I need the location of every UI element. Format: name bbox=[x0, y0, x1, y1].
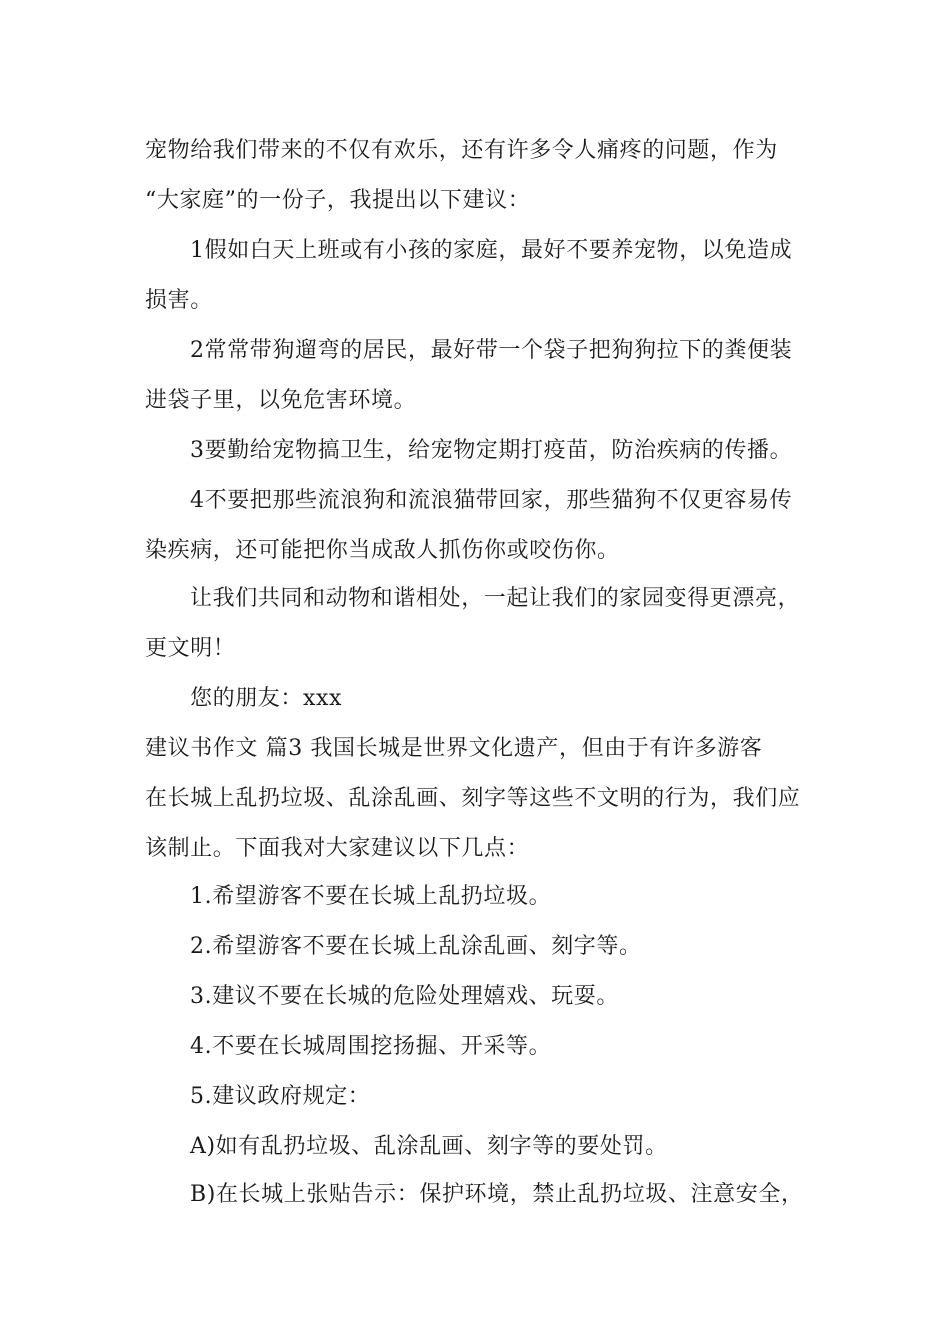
text-line: 3要勤给宠物搞卫生，给宠物定期打疫苗，防治疾病的传播。 bbox=[190, 438, 793, 463]
text-line: 1假如白天上班或有小孩的家庭，最好不要养宠物，以免造成 bbox=[190, 238, 793, 263]
text-line: 4不要把那些流浪狗和流浪猫带回家，那些猫狗不仅更容易传 bbox=[190, 488, 793, 513]
text-line: 让我们共同和动物和谐相处，一起让我们的家园变得更漂亮， bbox=[190, 586, 801, 611]
text-line: 在长城上乱扔垃圾、乱涂乱画、刻字等这些不文明的行为，我们应 bbox=[145, 786, 801, 811]
text-line: 染疾病，还可能把你当成敌人抓伤你或咬伤你。 bbox=[145, 538, 620, 563]
text-line: 更文明！ bbox=[145, 636, 236, 661]
list-item: 2.希望游客不要在长城上乱涂乱画、刻字等。 bbox=[190, 934, 642, 959]
list-item: 4.不要在长城周围挖扬掘、开采等。 bbox=[190, 1034, 552, 1059]
list-item: 5.建议政府规定： bbox=[190, 1084, 371, 1109]
list-item: 1.希望游客不要在长城上乱扔垃圾。 bbox=[190, 884, 552, 909]
text-line: “大家庭”的一份子，我提出以下建议： bbox=[145, 188, 531, 213]
section-heading-line: 建议书作文 篇3 我国长城是世界文化遗产，但由于有许多游客 bbox=[145, 736, 763, 761]
text-line: 2常常带狗遛弯的居民，最好带一个袋子把狗狗拉下的粪便装 bbox=[190, 338, 793, 363]
text-line: 进袋子里，以免危害环境。 bbox=[145, 388, 417, 413]
list-item: 3.建议不要在长城的危险处理嬉戏、玩耍。 bbox=[190, 984, 619, 1009]
signature-line: 您的朋友：xxx bbox=[190, 686, 343, 711]
list-item: A)如有乱扔垃圾、乱涂乱画、刻字等的要处罚。 bbox=[190, 1134, 668, 1159]
list-item: B)在长城上张贴告示：保护环境，禁止乱扔垃圾、注意安全， bbox=[190, 1182, 804, 1207]
text-line: 损害。 bbox=[145, 288, 213, 313]
text-line: 该制止。下面我对大家建议以下几点： bbox=[145, 836, 530, 861]
text-line: 宠物给我们带来的不仅有欢乐，还有许多令人痛疼的问题，作为 bbox=[145, 138, 778, 163]
